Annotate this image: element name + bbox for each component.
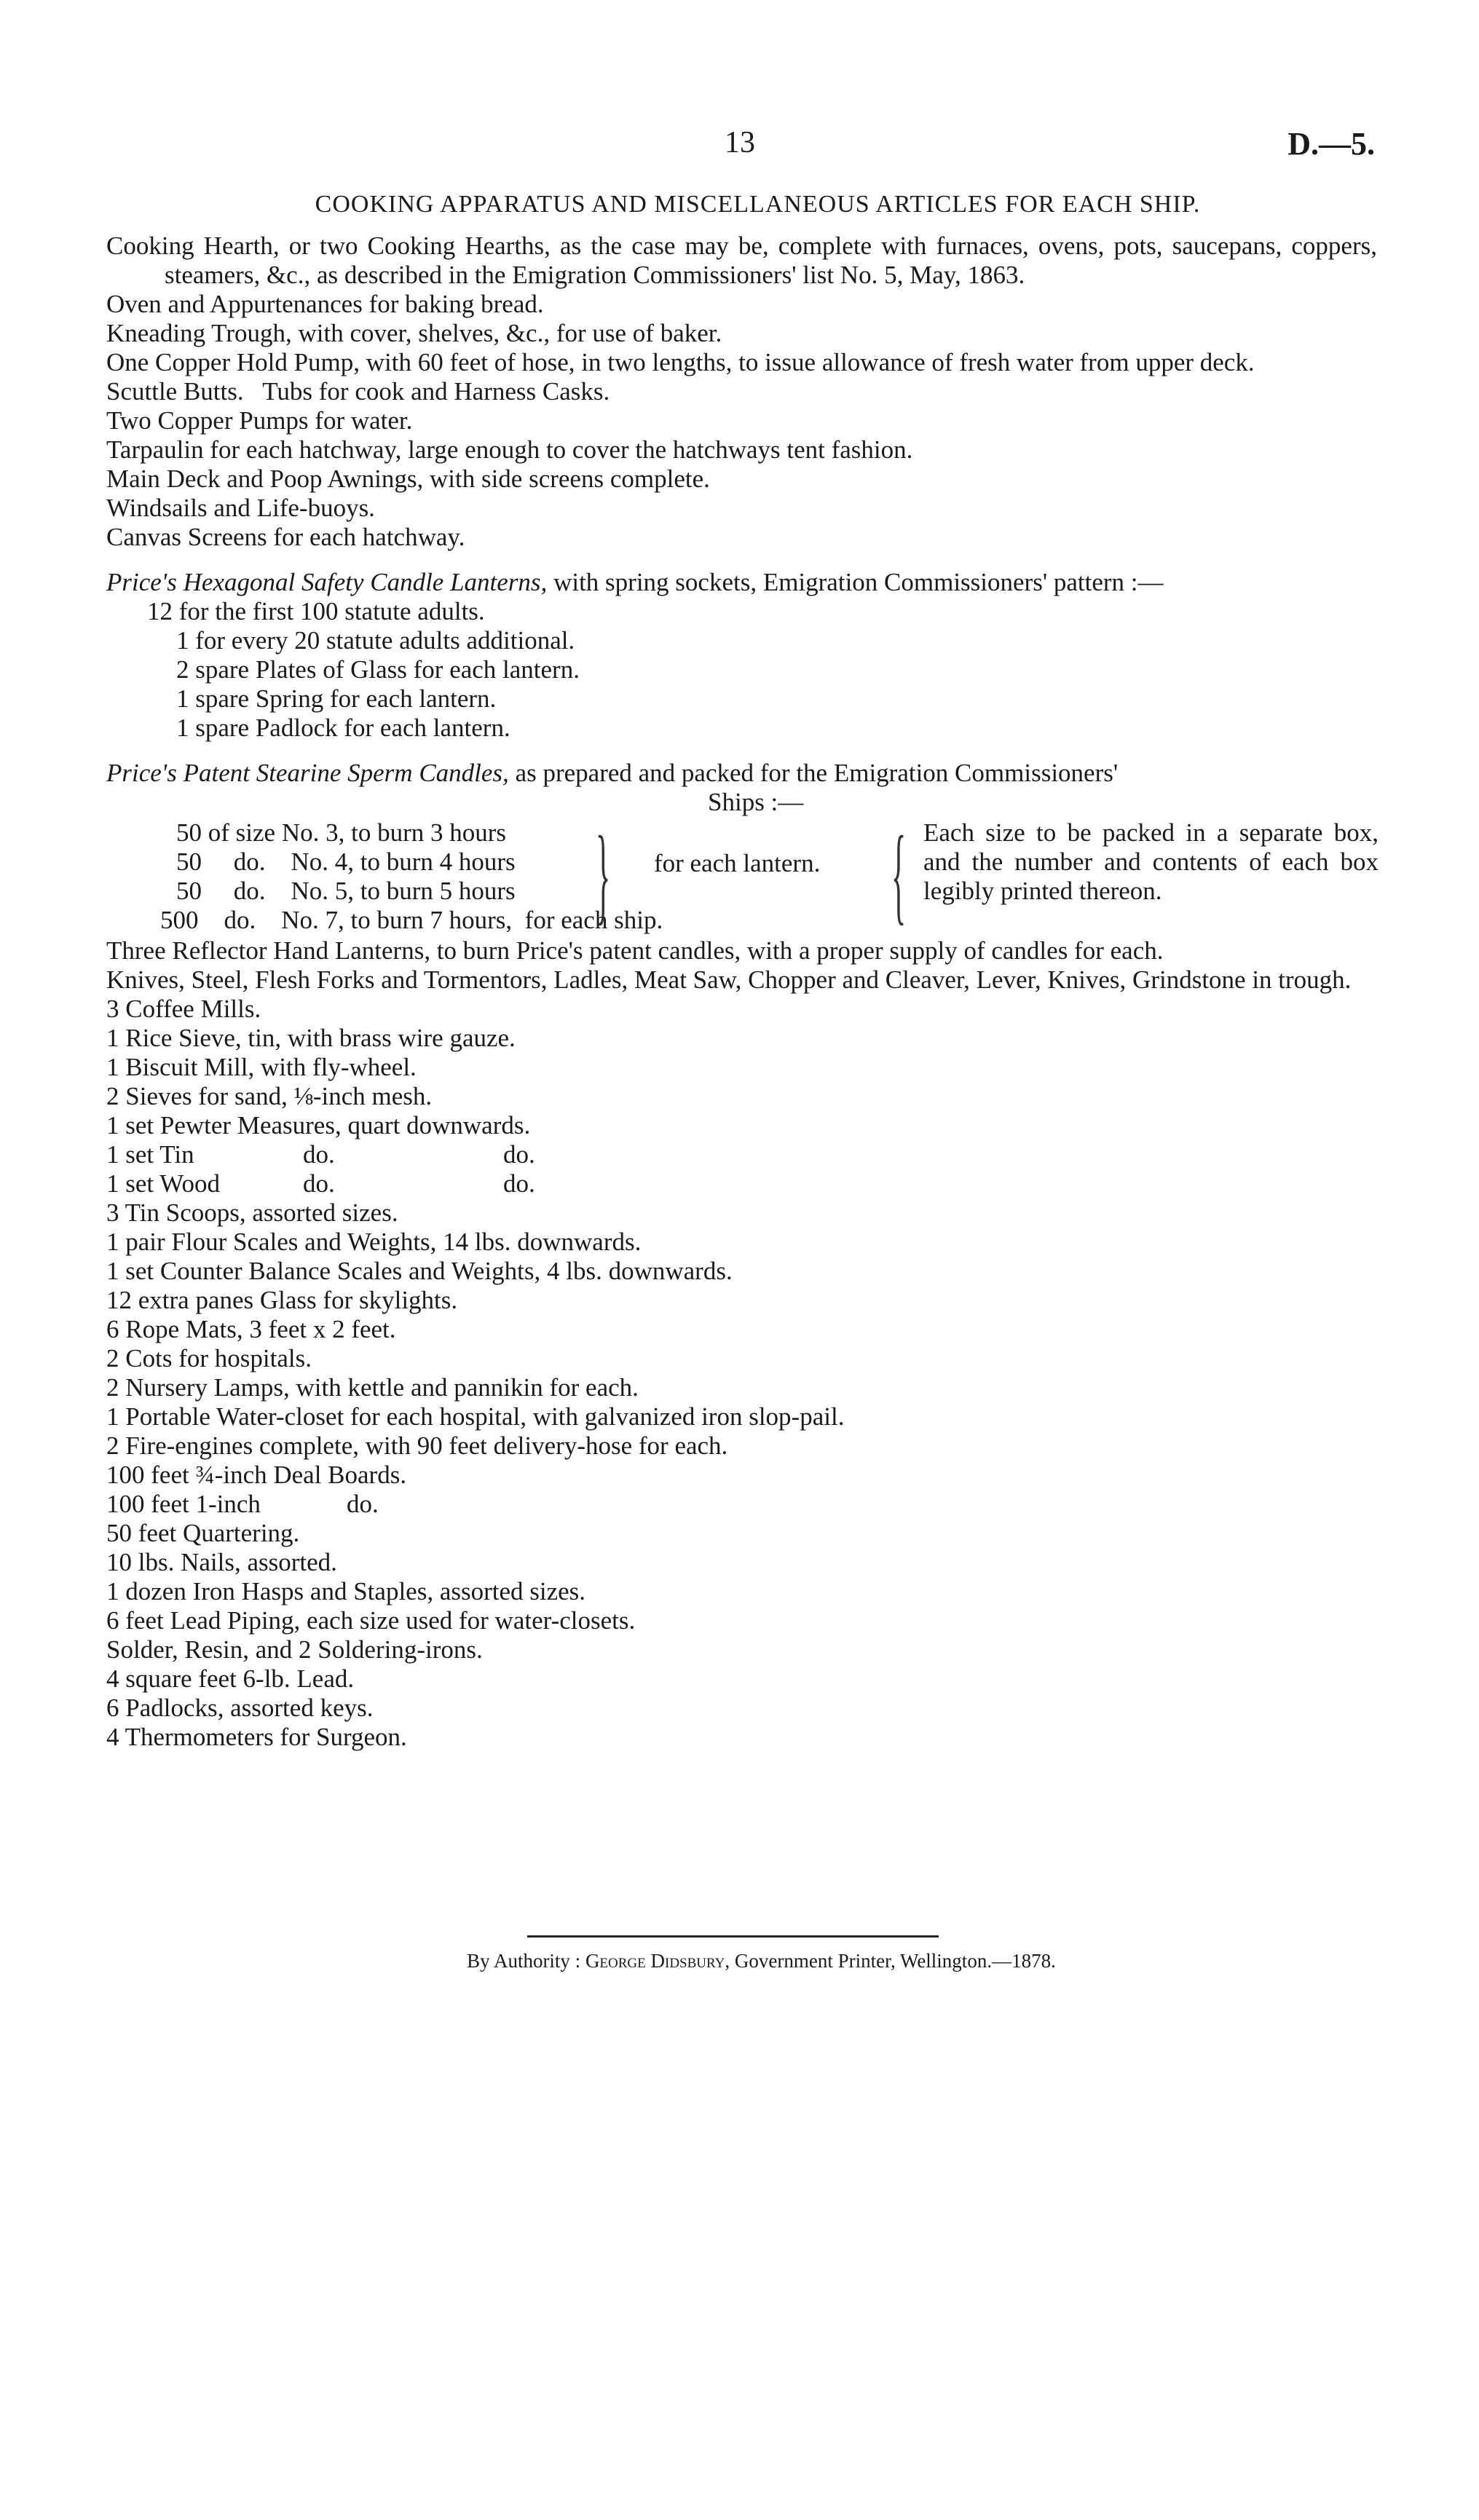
list-item: 50 feet Quartering. <box>106 1519 300 1547</box>
footer-divider <box>527 1935 939 1938</box>
candle-row: 500 do. No. 7, to burn 7 hours, for each ship. <box>160 906 663 934</box>
candle-row: 50 do. No. 5, to burn 5 hours <box>176 877 516 905</box>
candles-heading <box>106 759 1377 788</box>
lanterns-product-name: Price's Hexagonal Safety Candle Lanterns, <box>106 568 548 596</box>
list-item: Oven and Appurtenances for baking bread. <box>106 290 544 318</box>
list-item: 2 Sieves for sand, ⅛-inch mesh. <box>106 1082 433 1110</box>
list-item-text: Scuttle Butts. Tubs for cook and Harness Casks. <box>106 377 610 406</box>
list-item: 6 Padlocks, assorted keys. <box>106 1694 374 1722</box>
list-item: Canvas Screens for each hatchway. <box>106 523 465 551</box>
candle-row: 50 of size No. 3, to burn 3 hours <box>176 818 507 847</box>
list-item: 10 lbs. Nails, assorted. <box>106 1548 337 1576</box>
imprint-suffix: , Government Printer, Wellington.—1878. <box>725 1950 1056 1972</box>
list-item: 4 square feet 6-lb. Lead. <box>106 1664 355 1693</box>
measure-name: 1 set Wood <box>106 1169 220 1198</box>
list-item: 6 feet Lead Piping, each size used for water-closets. <box>106 1606 636 1635</box>
boards-ditto: do. <box>347 1490 379 1518</box>
document-reference: D.—5. <box>1287 126 1375 162</box>
list-item: 1 set Counter Balance Scales and Weights, 4 lbs. downwards. <box>106 1257 733 1285</box>
document-body <box>106 232 1377 1752</box>
packing-note: Each size to be packed in a separate box, and the number and contents of each box legibly printed thereon. <box>923 818 1379 905</box>
measure-name: 1 set Tin <box>106 1140 194 1169</box>
list-item: 2 Fire-engines complete, with 90 feet delivery-hose for each. <box>106 1431 728 1460</box>
list-item: Cooking Hearth, or two Cooking Hearths, as the case may be, complete with furnaces, ovens, pots, saucepans, coppers, steamers, &c., as described in the Emigration Commissioners' list No. 5, May, 1863. <box>106 232 1377 289</box>
list-item: 1 Biscuit Mill, with fly-wheel. <box>106 1053 417 1081</box>
list-item <box>106 377 1377 406</box>
list-item: 1 Portable Water-closet for each hospital, with galvanized iron slop-pail. <box>106 1402 845 1431</box>
list-item: 1 pair Flour Scales and Weights, 14 lbs. downwards. <box>106 1228 642 1256</box>
section-title: COOKING APPARATUS AND MISCELLANEOUS ARTICLES FOR EACH SHIP. <box>315 191 1201 218</box>
lantern-item: 2 spare Plates of Glass for each lantern. <box>176 655 580 684</box>
lanterns-heading <box>106 568 1377 597</box>
measure-ditto: do. <box>503 1140 535 1169</box>
measure-ditto: do. <box>303 1169 335 1198</box>
list-item <box>106 1169 1377 1198</box>
list-item <box>106 1140 1377 1169</box>
candles-table <box>106 814 1379 935</box>
imprint-footer <box>0 1950 1479 1972</box>
list-item: Knives, Steel, Flesh Forks and Tormentors, Ladles, Meat Saw, Chopper and Cleaver, Lever, Knives, Grindstone in trough. <box>106 965 1352 994</box>
candles-description: as prepared and packed for the Emigration Commissioners' <box>508 759 1119 787</box>
list-item: Main Deck and Poop Awnings, with side screens complete. <box>106 465 710 493</box>
for-each-lantern-label: for each lantern. <box>654 849 821 877</box>
measure-ditto: do. <box>503 1169 535 1198</box>
lanterns-description: with spring sockets, Emigration Commissioners' pattern :— <box>547 568 1164 596</box>
list-item: 12 extra panes Glass for skylights. <box>106 1286 458 1314</box>
list-item: Windsails and Life-buoys. <box>106 494 375 522</box>
list-item: 4 Thermometers for Surgeon. <box>106 1723 407 1751</box>
list-item: 2 Nursery Lamps, with kettle and pannikin for each. <box>106 1373 639 1402</box>
list-item: 100 feet ¾-inch Deal Boards. <box>106 1461 407 1489</box>
list-item: 1 dozen Iron Hasps and Staples, assorted sizes. <box>106 1577 586 1605</box>
list-item <box>106 1490 1377 1519</box>
candles-ships-label: Ships :— <box>708 788 804 816</box>
candle-row: 50 do. No. 4, to burn 4 hours <box>176 848 516 876</box>
list-item: Two Copper Pumps for water. <box>106 406 413 435</box>
list-item: 3 Coffee Mills. <box>106 995 261 1023</box>
lantern-item: 1 spare Spring for each lantern. <box>176 684 497 713</box>
imprint-prefix: By Authority : <box>467 1950 585 1972</box>
right-brace: } <box>596 814 611 935</box>
printer-name: George Didsbury <box>585 1950 725 1972</box>
list-item: 1 Rice Sieve, tin, with brass wire gauze. <box>106 1024 516 1052</box>
list-item: One Copper Hold Pump, with 60 feet of hose, in two lengths, to issue allowance of fresh water from upper deck. <box>106 348 1255 376</box>
list-item: 2 Cots for hospitals. <box>106 1344 312 1372</box>
spacer <box>106 552 1377 568</box>
list-item: Tarpaulin for each hatchway, large enough to cover the hatchways tent fashion. <box>106 435 913 464</box>
candles-product-name: Price's Patent Stearine Sperm Candles, <box>106 759 509 787</box>
lantern-item: 12 for the first 100 statute adults. <box>147 597 485 625</box>
list-item: 3 Tin Scoops, assorted sizes. <box>106 1198 398 1227</box>
lantern-item: 1 spare Padlock for each lantern. <box>176 714 510 742</box>
list-item: Three Reflector Hand Lanterns, to burn Price's patent candles, with a proper supply of candles for each. <box>106 936 1164 965</box>
page-number: 13 <box>725 126 755 159</box>
lantern-item: 1 for every 20 statute adults additional. <box>176 626 575 655</box>
list-item: Solder, Resin, and 2 Soldering-irons. <box>106 1635 483 1664</box>
spacer <box>106 743 1377 759</box>
boards-name: 100 feet 1-inch <box>106 1490 261 1518</box>
left-brace: { <box>891 814 907 935</box>
list-item: 1 set Pewter Measures, quart downwards. <box>106 1111 531 1139</box>
measure-ditto: do. <box>303 1140 335 1169</box>
list-item: 6 Rope Mats, 3 feet x 2 feet. <box>106 1315 396 1343</box>
list-item: Kneading Trough, with cover, shelves, &c., for use of baker. <box>106 319 722 347</box>
